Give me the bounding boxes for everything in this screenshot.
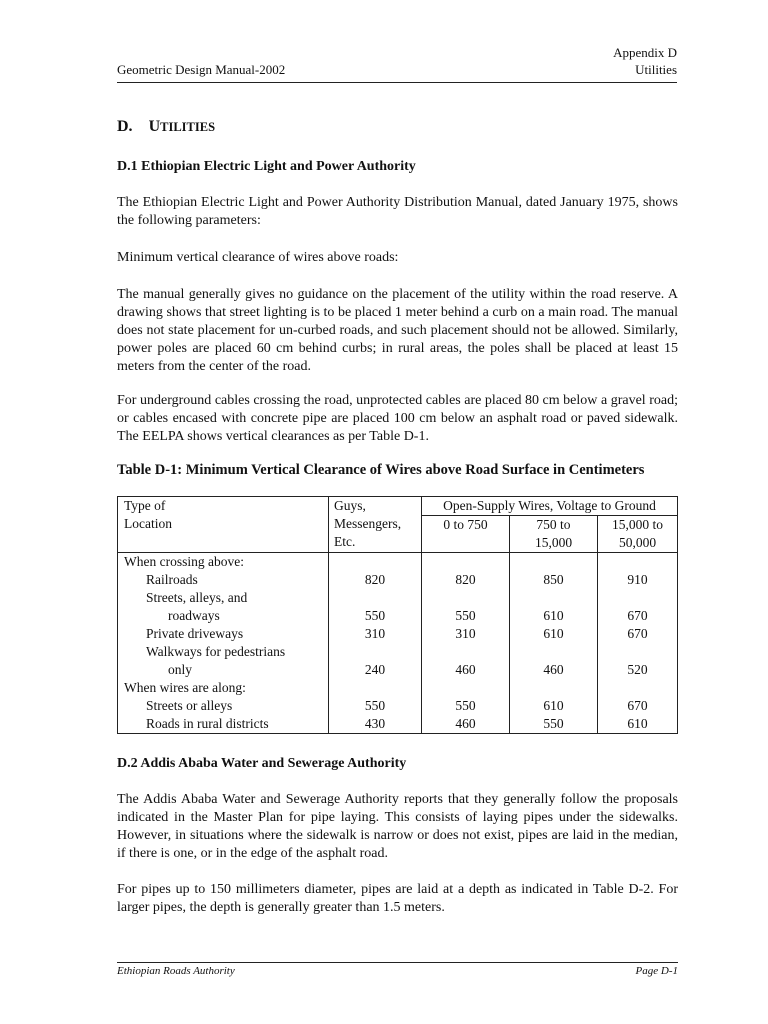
header-text: 15,000 to (611, 517, 663, 532)
location-column (118, 553, 329, 734)
subsection-heading-d2: D.2 Addis Ababa Water and Sewerage Authority (117, 756, 407, 771)
section-title-initial: U (148, 118, 161, 135)
table-cell: 460 (455, 662, 476, 677)
table-cell: 820 (364, 572, 386, 587)
table-cell: 610 (543, 608, 564, 623)
header-text: Location (124, 516, 172, 531)
paragraph: The Addis Ababa Water and Sewerage Authority reports that they generally follow the proposals indicated in the Master Plan for pipe laying. This consists of laying pipes under the sidewalks. However, in situations where the sidewalk is narrow or does not exist, pipes are laid in the median, if there is one, or in the edge of the asphalt road. (117, 792, 678, 861)
paragraph: For underground cables crossing the road, unprotected cables are placed 80 cm below a gravel road; or cables encased with concrete pipe are placed 100 cm below an asphalt road or paved sidewalk. The EELPA shows vertical clearances as per Table D-1. (117, 393, 678, 444)
paragraph: For pipes up to 150 millimeters diameter, pipes are laid at a depth as indicated in Table D-2. For larger pipes, the depth is generally greater than 1.5 meters. (117, 882, 678, 915)
row-label: Streets, alleys, and (146, 590, 248, 605)
table-cell: 550 (543, 716, 564, 731)
section-number: D. (117, 118, 133, 135)
table-cell: 310 (455, 626, 476, 641)
running-header-title: Geometric Design Manual-2002 (117, 62, 286, 77)
header-cell-voltage-2 (510, 516, 598, 553)
row-label: only (168, 662, 193, 677)
section-title-rest: TILITIES (160, 120, 216, 134)
voltage-1-column (422, 553, 510, 734)
footer-page-number: Page D-1 (635, 965, 678, 977)
running-header-section (613, 44, 677, 78)
header-text: Etc. (334, 534, 356, 549)
row-label: roadways (168, 608, 220, 623)
subsection-heading-d1: D.1 Ethiopian Electric Light and Power Authority (117, 159, 416, 174)
voltage-3-column (598, 553, 678, 734)
row-label: Streets or alleys (146, 698, 233, 713)
section-title (117, 118, 215, 136)
row-label: Railroads (146, 572, 198, 587)
header-text: Messengers, (334, 516, 402, 531)
table-cell: 610 (543, 626, 564, 641)
table-header-row (118, 497, 678, 516)
table-cell: 820 (455, 572, 476, 587)
table-cell: 550 (455, 698, 476, 713)
header-text: 750 to (536, 517, 571, 532)
clearance-table (117, 496, 678, 734)
table-cell: 550 (364, 698, 386, 713)
table-cell: 850 (543, 572, 564, 587)
table-cell: 550 (455, 608, 476, 623)
table-cell: 240 (364, 662, 386, 677)
table-cell: 310 (364, 626, 386, 641)
header-chapter-label: Utilities (635, 62, 677, 77)
table-cell: 550 (364, 608, 386, 623)
paragraph: The Ethiopian Electric Light and Power Authority Distribution Manual, dated January 1975, shows the following parameters: (117, 195, 678, 228)
table-cell: 460 (543, 662, 564, 677)
table-caption: Table D-1: Minimum Vertical Clearance of Wires above Road Surface in Centimeters (117, 462, 645, 478)
paragraph: Minimum vertical clearance of wires above roads: (117, 250, 399, 265)
row-label: Roads in rural districts (146, 716, 269, 731)
voltage-2-column (510, 553, 598, 734)
header-appendix-label: Appendix D (613, 45, 677, 60)
paragraph: The manual generally gives no guidance on the placement of the utility within the road reserve. A drawing shows that street lighting is to be placed 1 meter behind a curb on a main road. The manual does not state placement for un-curbed roads, and such placement should not be allowed. Similarly, power poles are placed 60 cm behind curbs; in rural areas, the poles shall be placed at least 15 meters from the center of the road. (117, 287, 678, 374)
group-label: When crossing above: (124, 554, 244, 569)
table-cell: 460 (455, 716, 476, 731)
table-cell: 610 (627, 716, 648, 731)
header-cell-guys (329, 497, 422, 553)
footer-publisher: Ethiopian Roads Authority (117, 965, 235, 977)
header-cell-open-supply: Open-Supply Wires, Voltage to Ground (422, 497, 678, 516)
group-label: When wires are along: (124, 680, 246, 695)
header-cell-voltage-3 (598, 516, 678, 553)
header-text: 15,000 (534, 535, 573, 550)
table-cell: 670 (627, 608, 648, 623)
header-text: 50,000 (618, 535, 657, 550)
table-cell: 910 (627, 572, 648, 587)
footer-rule (117, 962, 678, 963)
row-label: Walkways for pedestrians (146, 644, 286, 659)
header-rule (117, 82, 677, 83)
table-cell: 520 (627, 662, 648, 677)
table-cell: 430 (364, 716, 386, 731)
row-label: Private driveways (146, 626, 244, 641)
header-text: Guys, (334, 498, 366, 513)
table-cell: 670 (627, 698, 648, 713)
table-cell: 670 (627, 626, 648, 641)
guys-column (329, 553, 422, 734)
header-text: Type of (124, 498, 166, 513)
header-cell-type (118, 497, 329, 553)
header-cell-voltage-1: 0 to 750 (422, 516, 510, 553)
table-body-row (118, 553, 678, 734)
table-cell: 610 (543, 698, 564, 713)
